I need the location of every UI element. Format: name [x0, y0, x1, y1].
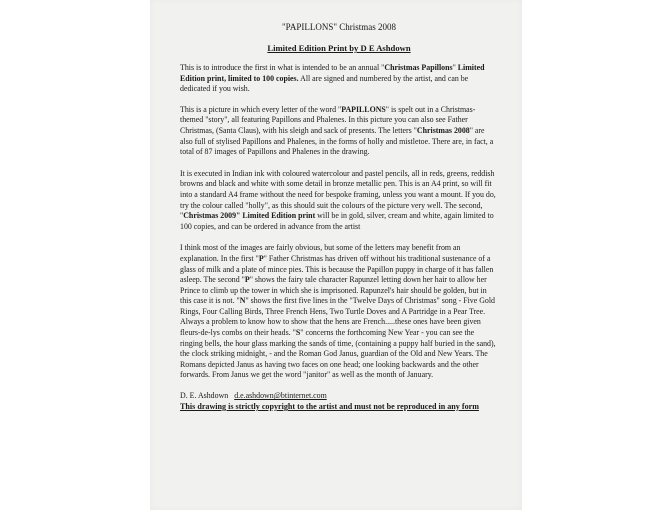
signature-name: D. E. Ashdown: [180, 391, 229, 401]
bold-text: Christmas 2008: [416, 125, 470, 135]
copyright-notice: This drawing is strictly copyright to the artist and must not be reproduced in any form: [180, 402, 479, 412]
text: ": [452, 63, 458, 72]
text: " shows the fairy tale character Rapunzel letting down her hair to allow her Prince to climb up the tower in which she is imprisoned. Rapunzel's hair should be golden, but in this case it is not. ": [180, 275, 487, 306]
bold-text: P: [244, 275, 250, 285]
signature-line: [180, 391, 498, 401]
document-title: "PAPILLONS" Christmas 2008: [281, 22, 397, 32]
text: " Father Christmas has driven off without his traditional sustenance of a glass of milk and a plate of mince pies. This is because the Papillon puppy in charge of it has fallen asleep. The second ": [180, 253, 494, 285]
text: will be in gold, silver, cream and white, again limited to 100 copies, and can be ordered in advance from the artist: [180, 211, 494, 231]
bold-text: Limited Edition print, limited to 100 copies.: [180, 63, 485, 83]
document-page: [150, 0, 522, 510]
paragraph-intro: [180, 63, 498, 95]
bold-text: S: [295, 328, 301, 338]
text: This is a picture in which every letter of the word ": [180, 104, 342, 114]
bold-text: P: [258, 253, 264, 263]
text: I think most of the images are fairly obvious, but some of the letters may benefit from an explanation. In the first ": [180, 243, 461, 263]
text: " shows the first five lines in the "Twelve Days of Christmas" song - Five Gold Rings, Four Calling Birds, Three French Hens, Two Turtle Doves and A Partridge in a Pear Tree. Always a problem to know how to show that the hens are French.....these ones have been given fleurs-de-lys combs on their heads. ": [180, 296, 495, 338]
document-body: [180, 22, 498, 413]
bold-text: N: [239, 296, 246, 306]
text: It is executed in Indian ink with coloured watercolour and pastel pencils, all in reds, greens, reddish browns and black and white with some detail in bronze metallic pen. This is an A4 print, so will fit into a standard A4 frame without the need for bespoke framing, unless you want a mount. If you do, try the colour called "holly", as this should suit the colours of the picture very well. The second, ": [180, 168, 496, 221]
document-subtitle: Limited Edition Print by D E Ashdown: [267, 43, 411, 53]
email-link[interactable]: d.e.ashdown@btinternet.com: [234, 391, 327, 401]
bold-text: PAPILLONS: [341, 104, 386, 114]
text: This is to introduce the first in what is intended to be an annual ": [180, 63, 385, 72]
text: " is spelt out in a Christmas-themed "story", all featuring Papillons and Phalenes. In this picture you can also see Father Christmas, (Santa Claus), with his sleigh and sack of presents. The letters ": [180, 104, 476, 135]
text: All are signed and numbered by the artist, and can be dedicated if you wish.: [180, 73, 469, 94]
text: " concerns the forthcoming New Year - you can see the ringing bells, the hour glass marking the sands of time, (containing a puppy half buried in the sand), the clock striking midnight, - and the Roman God Janus, guardian of the Old and New Years. The Romans depicted Janus as having two faces on one head; one looking backwards and the other forwards. From Janus we get the word "janitor" as well as the month of January.: [180, 328, 496, 380]
paragraph-picture: [180, 105, 498, 158]
text: " are also full of stylised Papillons and Phalenes, in the forms of holly and mistletoe. There are, in fact, a total of 87 images of Papillons and Phalenes in the drawing.: [180, 125, 494, 157]
paragraph-explanation: [180, 243, 498, 381]
paragraph-medium: [180, 169, 498, 233]
bold-text: Christmas 2009" Limited Edition print: [183, 211, 316, 221]
bold-text: Christmas Papillons: [384, 63, 453, 72]
